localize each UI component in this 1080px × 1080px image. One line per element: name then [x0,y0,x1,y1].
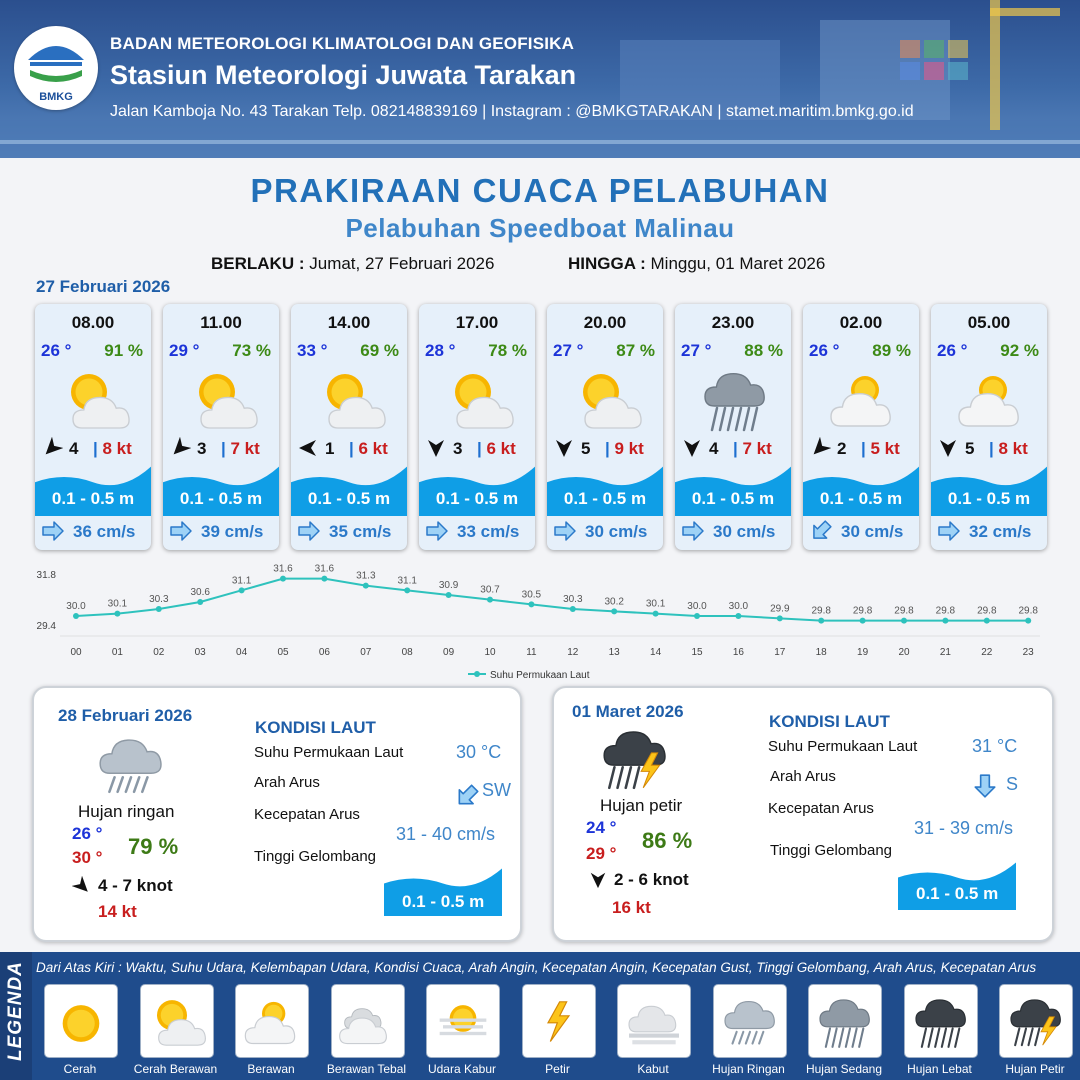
sst-point [777,615,783,621]
wind-direction-arrow-icon [297,437,319,459]
x-tick-label: 15 [691,647,703,658]
wave-height: 0.1 - 0.5 m [435,489,519,508]
humidity: 78 % [488,341,527,360]
wind-speed: 4 [69,439,79,458]
wave-height: 0.1 - 0.5 m [947,489,1031,508]
daily-condition: Hujan petir [600,796,683,815]
daily-humidity: 86 % [642,828,693,853]
sst-point [735,613,741,619]
wind-speed: 2 [837,439,847,458]
x-tick-label: 05 [277,647,289,658]
wind-speed: 3 [453,439,463,458]
sst-point [197,599,203,605]
legend-item-kabut [617,984,691,1058]
sst-data-label: 30.0 [728,601,749,612]
svg-text:BMKG: BMKG [39,91,73,103]
sst-line-chart [30,560,1060,690]
sst-point [818,618,824,624]
page-subtitle: Pelabuhan Speedboat Malinau [345,213,735,243]
day1-date-label: 27 Februari 2026 [36,277,171,296]
x-tick-label: 10 [484,647,496,658]
x-tick-label: 17 [774,647,786,658]
sst-point [487,597,493,603]
gust-speed: | 6 kt [349,439,388,458]
gust-speed: | 5 kt [861,439,900,458]
forecast-time: 14.00 [327,313,371,332]
hujan-ringan-icon [720,991,780,1051]
sst-data-label: 29.8 [894,605,914,617]
sst-point [363,583,369,589]
legend-item-label: Cerah [63,1062,97,1076]
current-speed-value: 31 - 40 cm/s [396,824,496,844]
legend-item-hujan-sedang [808,984,882,1058]
legend-item-cerah [44,984,118,1058]
sst-data-label: 30.0 [687,601,707,612]
wind-speed: 4 [709,439,719,458]
sst-data-label: 30.6 [190,587,210,598]
hujan-petir-icon [1006,991,1066,1051]
current-direction-arrow-icon [681,520,705,542]
humidity: 88 % [744,341,783,360]
org-name: BADAN METEOROLOGI KLIMATOLOGI DAN GEOFISIKA [110,34,575,53]
forecast-time: 17.00 [455,313,499,332]
wind-direction-arrow-icon [937,437,959,459]
current-speed: 30 cm/s [841,522,904,541]
humidity: 89 % [872,341,911,360]
wind-direction-arrow-icon [809,437,831,459]
cerah-berawan-icon [443,366,515,432]
air-temperature: 26 ° [937,341,968,360]
validity-to [568,254,825,274]
sst-data-label: 30.1 [107,598,128,610]
gust-speed: | 6 kt [477,439,516,458]
hourly-card-2300 [675,304,791,550]
hujan-lebat-icon [911,991,971,1051]
legend-item-hujan-lebat [904,984,978,1058]
daily-min-temperature: 24 ° [586,818,617,837]
sst-data-label: 31.1 [397,575,417,587]
sst-series-line [76,579,1028,621]
sst-point [942,618,948,624]
sst-point [404,587,410,593]
validity-from-label: BERLAKU : [211,254,305,273]
wind-direction-arrow-icon [41,437,63,459]
sst-data-label: 31.1 [231,575,252,587]
sst-point [280,576,286,582]
berawan-icon [242,991,302,1051]
sst-point [528,601,534,607]
daily-wind-speed: 2 - 6 knot [614,870,689,889]
air-temperature: 33 ° [297,341,328,360]
legend-title: LEGENDA [5,961,26,1061]
x-tick-label: 19 [857,647,869,658]
current-direction-value: S [1006,774,1019,794]
wind-speed: 5 [581,439,591,458]
hourly-card-0500 [931,304,1047,550]
hourly-card-0800 [35,304,151,550]
daily-wind-direction-icon [72,876,92,896]
gust-speed: | 7 kt [733,439,772,458]
hourly-card-1700 [419,304,535,550]
daily-date: 01 Maret 2026 [572,702,684,721]
wave-height-label: Tinggi Gelombang [254,848,377,865]
gust-speed: | 8 kt [989,439,1028,458]
current-direction-arrow-icon [454,784,480,813]
sst-point [984,618,990,624]
sst-point [239,587,245,593]
sst-data-label: 31.6 [273,563,293,575]
sst-point [860,618,866,624]
y-tick-label: 29.4 [36,621,56,632]
sst-point [570,606,576,612]
legend-item-label: Petir [545,1062,570,1076]
x-tick-label: 04 [236,647,248,658]
x-tick-label: 20 [898,647,910,658]
sst-label: Suhu Permukaan Laut [768,738,918,755]
daily-min-temperature: 26 ° [72,824,103,843]
sst-point [1025,618,1031,624]
current-direction-value: SW [482,780,511,800]
air-temperature: 28 ° [425,341,456,360]
sst-value: 31 °C [972,736,1018,756]
current-speed: 35 cm/s [329,522,392,541]
x-tick-label: 23 [1022,647,1034,658]
current-speed-value: 31 - 39 cm/s [914,818,1014,838]
current-direction-arrow-icon [425,520,449,542]
wave-height-label: Tinggi Gelombang [770,842,893,859]
sst-point [73,613,79,619]
forecast-time: 02.00 [839,313,883,332]
daily-gust-speed: 14 kt [98,902,137,921]
sst-point [114,611,120,617]
hourly-card-0200 [803,304,919,550]
humidity: 73 % [232,341,271,360]
legend-item-label: Cerah Berawan [133,1062,218,1076]
legend-item-label: Kabut [637,1062,669,1076]
bmkg-logo [14,26,98,110]
udara-kabur-icon [433,991,493,1051]
page-title: PRAKIRAAN CUACA PELABUHAN [250,172,830,209]
sst-data-label: 30.0 [66,601,86,612]
sst-point [694,613,700,619]
x-tick-label: 01 [111,647,123,658]
current-speed: 30 cm/s [585,522,648,541]
sst-data-label: 30.2 [604,596,624,608]
current-speed: 30 cm/s [713,522,776,541]
legend-item-label: Berawan Tebal [326,1062,407,1076]
cerah-berawan-icon [59,366,131,432]
forecast-time: 08.00 [71,313,115,332]
station-name: Stasiun Meteorologi Juwata Tarakan [110,60,577,90]
current-speed: 33 cm/s [457,522,520,541]
humidity: 91 % [104,341,143,360]
air-temperature: 26 ° [41,341,72,360]
chart-legend-label: Suhu Permukaan Laut [490,670,590,681]
hourly-card-1400 [291,304,407,550]
wind-speed: 1 [325,439,335,458]
legend-item-label: Hujan Lebat [907,1062,972,1076]
sst-data-label: 29.8 [1018,605,1038,617]
berawan-icon [955,366,1027,432]
legend-item-berawan [235,984,309,1058]
sst-data-label: 31.6 [314,563,335,575]
air-temperature: 27 ° [681,341,712,360]
current-speed: 32 cm/s [969,522,1032,541]
sst-point [156,606,162,612]
air-temperature: 27 ° [553,341,584,360]
legend-item-label: Hujan Ringan [712,1062,785,1076]
daily-wind-speed: 4 - 7 knot [98,876,173,895]
daily-date: 28 Februari 2026 [58,706,193,725]
wind-speed: 3 [197,439,207,458]
forecast-time: 11.00 [200,313,242,332]
sst-point [611,608,617,614]
sst-label: Suhu Permukaan Laut [254,744,404,761]
hourly-card-2000 [547,304,663,550]
x-tick-label: 22 [981,647,993,658]
x-tick-label: 14 [650,647,662,658]
air-temperature: 26 ° [809,341,840,360]
x-tick-label: 09 [443,647,455,658]
x-tick-label: 13 [608,647,620,658]
sst-data-label: 30.5 [521,589,542,601]
legend-item-label: Berawan [247,1062,295,1076]
daily-max-temperature: 30 ° [72,848,103,867]
cerah-berawan-icon [187,366,259,432]
daily-humidity: 79 % [128,834,179,859]
berawan-tebal-icon [338,991,398,1051]
sst-data-label: 29.8 [977,605,997,617]
station-address: Jalan Kamboja No. 43 Tarakan Telp. 082148839169 | Instagram : @BMKGTARAKAN | stamet.maritim.bmkg.go.id [110,103,914,120]
kabut-icon [624,991,684,1051]
validity-to-label: HINGGA : [568,254,646,273]
sst-data-label: 30.3 [563,594,583,605]
daily-wind-direction-icon [588,870,608,890]
sst-data-label: 30.9 [438,580,459,591]
sst-point [321,576,327,582]
current-direction-arrow-icon [937,520,961,542]
x-tick-label: 02 [153,647,165,658]
wind-direction-arrow-icon [169,437,191,459]
wind-direction-arrow-icon [553,437,575,459]
x-tick-label: 12 [567,647,579,658]
x-tick-label: 11 [526,647,537,658]
legend-description: Dari Atas Kiri : Waktu, Suhu Udara, Kelembapan Udara, Kondisi Cuaca, Arah Angin, Kecepatan Angin, Kecepatan Gust, Tinggi Gelombang, Arah Arus, Kecepatan Arus [36,960,1037,975]
daily-panel-day2 [32,686,522,942]
forecast-time: 20.00 [583,313,627,332]
humidity: 87 % [616,341,655,360]
sst-data-label: 30.7 [480,584,500,596]
wind-direction-arrow-icon [681,437,703,459]
wave-height: 0.1 - 0.5 m [179,489,263,508]
cerah-berawan-icon [147,991,207,1051]
wave-height: 0.1 - 0.5 m [51,489,135,508]
x-tick-label: 07 [360,647,372,658]
berawan-icon [827,366,899,432]
current-direction-arrow-icon [297,520,321,542]
legend-item-hujan-ringan [713,984,787,1058]
current-direction-label: Arah Arus [770,768,836,785]
current-direction-arrow-icon [809,520,833,542]
hujan-sedang-icon [699,366,771,432]
current-direction-arrow-icon [41,520,65,542]
sst-value: 30 °C [456,742,502,762]
cerah-berawan-icon [315,366,387,432]
current-direction-arrow-icon [972,774,998,803]
x-tick-label: 08 [401,647,413,658]
forecast-time: 05.00 [967,313,1011,332]
x-tick-label: 03 [194,647,206,658]
wave-height: 0.1 - 0.5 m [819,489,903,508]
wave-height-value: 0.1 - 0.5 m [402,892,485,911]
sst-data-label: 29.9 [770,603,790,615]
wave-height-value: 0.1 - 0.5 m [916,884,999,903]
hujan-sedang-icon [815,991,875,1051]
legend-item-berawan-tebal [331,984,405,1058]
validity-to-value: Minggu, 01 Maret 2026 [650,254,826,273]
daily-gust-speed: 16 kt [612,898,651,917]
wind-direction-arrow-icon [425,437,447,459]
sst-data-label: 29.8 [935,605,956,617]
current-direction-label: Arah Arus [254,774,320,791]
validity-from [211,254,494,274]
hujan-petir-icon [598,724,672,792]
humidity: 92 % [1000,341,1039,360]
sst-point [446,592,452,598]
wave-height: 0.1 - 0.5 m [691,489,775,508]
sst-point [901,618,907,624]
wind-speed: 5 [965,439,975,458]
air-temperature: 29 ° [169,341,200,360]
gust-speed: | 7 kt [221,439,260,458]
humidity: 69 % [360,341,399,360]
sst-data-label: 29.8 [811,605,831,617]
legend-item-hujan-petir [999,984,1073,1058]
legend-item-label: Hujan Petir [1005,1062,1065,1076]
current-speed: 39 cm/s [201,522,264,541]
petir-icon [529,991,589,1051]
current-speed-label: Kecepatan Arus [254,806,360,823]
sea-condition-heading: KONDISI LAUT [769,712,890,731]
legend-item-label: Udara Kabur [427,1062,497,1076]
cerah-icon [51,991,111,1051]
x-tick-label: 00 [70,647,82,658]
hujan-ringan-icon [94,730,168,798]
sea-condition-heading: KONDISI LAUT [255,718,376,737]
daily-panel-day3 [552,686,1054,942]
sst-data-label: 30.1 [645,598,666,610]
legend-item-petir [522,984,596,1058]
forecast-time: 23.00 [711,313,755,332]
legend-item-label: Hujan Sedang [805,1062,883,1076]
legend-item-cerah-berawan [140,984,214,1058]
cerah-berawan-icon [571,366,643,432]
x-tick-label: 06 [318,647,330,658]
sst-point [653,611,659,617]
x-tick-label: 16 [732,647,744,658]
current-direction-arrow-icon [169,520,193,542]
y-tick-label: 31.8 [36,570,56,581]
current-speed-label: Kecepatan Arus [768,800,874,817]
wave-height: 0.1 - 0.5 m [307,489,391,508]
gust-speed: | 9 kt [605,439,644,458]
current-direction-arrow-icon [553,520,577,542]
sst-data-label: 29.8 [852,605,873,617]
daily-condition: Hujan ringan [78,802,175,821]
daily-max-temperature: 29 ° [586,844,617,863]
sst-data-label: 31.3 [356,570,376,582]
x-tick-label: 18 [815,647,827,658]
hourly-card-1100 [163,304,279,550]
current-speed: 36 cm/s [73,522,136,541]
legend-item-udara-kabur [426,984,500,1058]
wave-height: 0.1 - 0.5 m [563,489,647,508]
validity-from-value: Jumat, 27 Februari 2026 [309,254,495,273]
sst-data-label: 30.3 [149,594,169,605]
gust-speed: | 8 kt [93,439,132,458]
x-tick-label: 21 [939,647,951,658]
header-banner [0,0,1080,158]
